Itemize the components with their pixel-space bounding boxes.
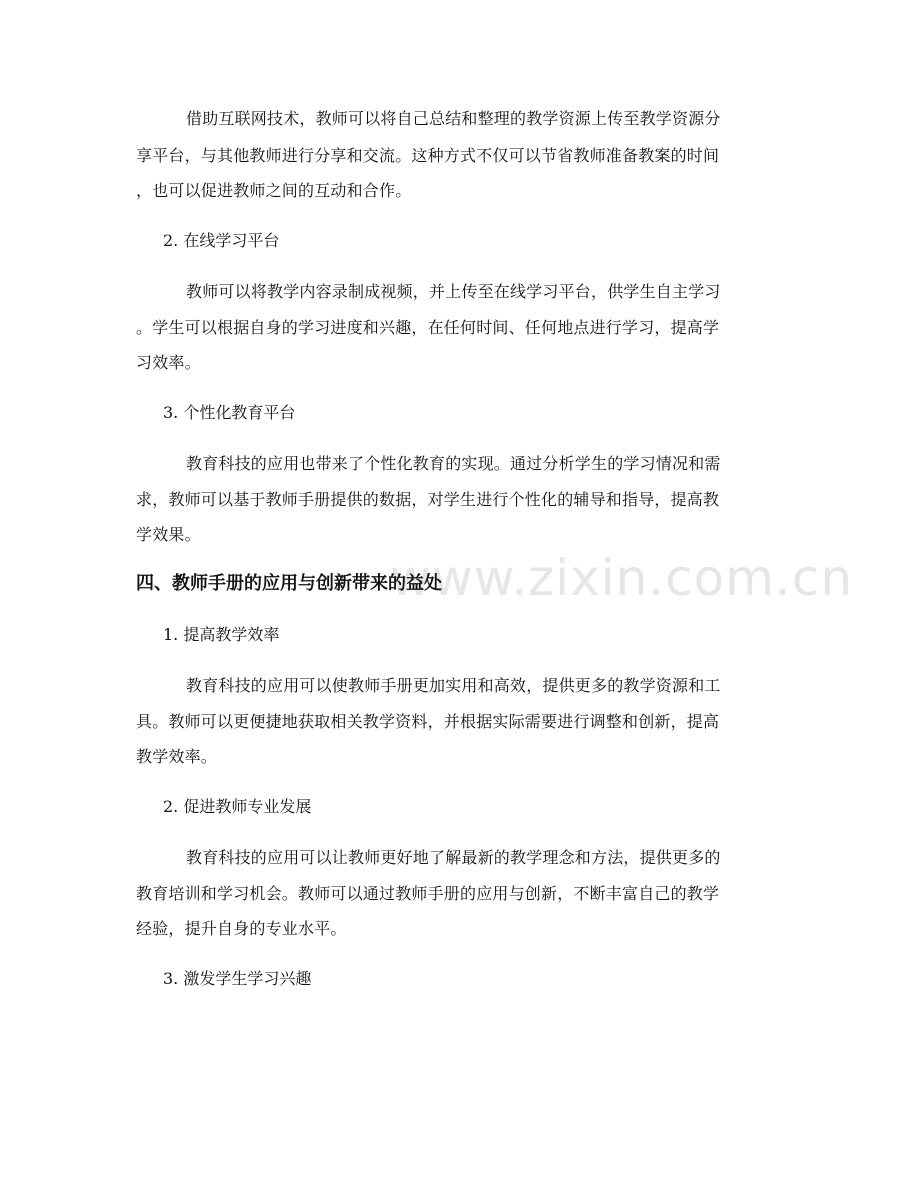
paragraph-line: ，也可以促进教师之间的互动和合作。 [136, 181, 412, 200]
paragraph-line: 教育科技的应用可以使教师手册更加实用和高效，提供更多的教学资源和工 [186, 676, 721, 695]
paragraph-line: 具。教师可以更便捷地获取相关教学资料，并根据实际需要进行调整和创新，提高 [136, 712, 720, 731]
paragraph-line: 教师可以将教学内容录制成视频，并上传至在线学习平台，供学生自主学习 [186, 282, 721, 301]
paragraph-line: 习效率。 [136, 353, 201, 372]
list-item-online-learning: 2. 在线学习平台 [163, 231, 280, 250]
paragraph-line: 学效果。 [136, 525, 201, 544]
paragraph-line: 。学生可以根据自身的学习进度和兴趣，在任何时间、任何地点进行学习，提高学 [136, 318, 720, 337]
list-item-student-interest: 3. 激发学生学习兴趣 [163, 969, 312, 988]
section-heading: 四、教师手册的应用与创新带来的益处 [136, 573, 442, 594]
paragraph-line: 教育科技的应用可以让教师更好地了解最新的教学理念和方法，提供更多的 [186, 848, 721, 867]
paragraph-line: 求，教师可以基于教师手册提供的数据，对学生进行个性化的辅导和指导，提高教 [136, 490, 720, 509]
paragraph-line: 借助互联网技术，教师可以将自己总结和整理的教学资源上传至教学资源分 [186, 109, 721, 128]
paragraph-line: 教育培训和学习机会。教师可以通过教师手册的应用与创新，不断丰富自己的教学 [136, 884, 720, 903]
paragraph-line: 教学效率。 [136, 747, 218, 766]
watermark: www.zixin.com.cn [390, 549, 854, 607]
paragraph-line: 经验，提升自身的专业水平。 [136, 919, 347, 938]
list-item-personalized-education: 3. 个性化教育平台 [163, 403, 296, 422]
list-item-professional-development: 2. 促进教师专业发展 [163, 797, 312, 816]
paragraph-line: 教育科技的应用也带来了个性化教育的实现。通过分析学生的学习情况和需 [186, 454, 721, 473]
list-item-teaching-efficiency: 1. 提高教学效率 [163, 625, 280, 644]
paragraph-line: 享平台，与其他教师进行分享和交流。这种方式不仅可以节省教师准备教案的时间 [136, 146, 720, 165]
